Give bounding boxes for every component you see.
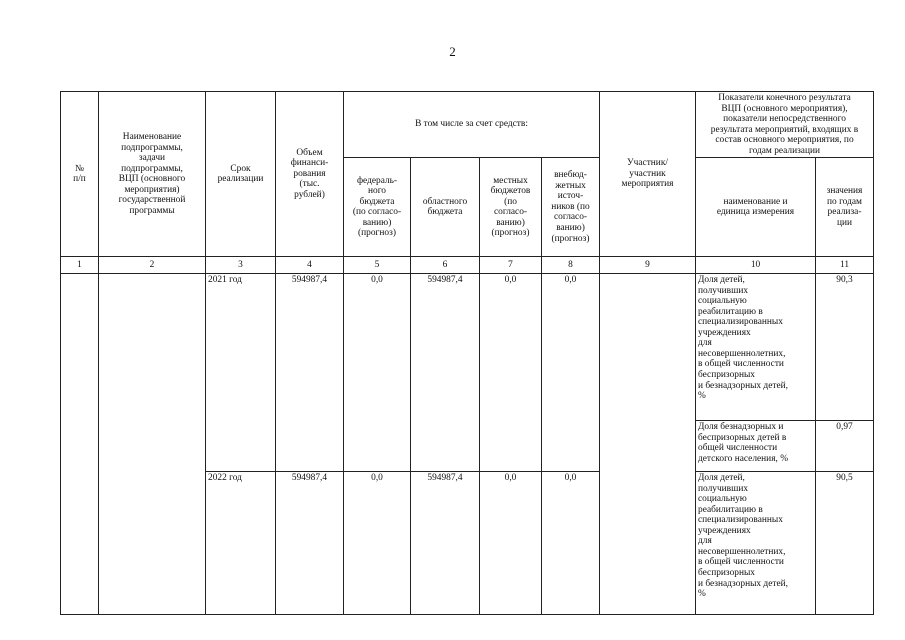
column-number: 1: [61, 257, 99, 274]
cell-indicator-name: Доля безнадзорных и беспризорных детей в общей численности детского населения, %: [696, 421, 816, 472]
column-number: 10: [696, 257, 816, 274]
cell-extra: 0,0: [542, 472, 600, 615]
header-col-11: значения по годам реализа- ции: [816, 158, 874, 257]
cell-local: 0,0: [480, 472, 542, 615]
program-table: [60, 91, 874, 615]
cell-volume: 594987,4: [276, 274, 344, 472]
header-col-10: наименование и единица измерения: [696, 158, 816, 257]
header-col-8: внебюд- жетных источ- ников (по согласо- ванию) (прогноз): [542, 158, 600, 257]
cell-indicator-value: 0,97: [816, 421, 874, 472]
page-number: 2: [449, 44, 456, 59]
cell-indicator-name: Доля детей, получивших социальную реабилитацию в специализированных учреждениях для несовершеннолетних, в общей численности беспризорных и безнадзорных детей, %: [696, 472, 816, 615]
cell-indicator-value: 90,5: [816, 472, 874, 615]
cell-year: 2021 год: [206, 274, 276, 472]
header-col-5: федераль- ного бюджета (по согласо- ванию) (прогноз): [344, 158, 411, 257]
column-number: 8: [542, 257, 600, 274]
header-col-2: Наименование подпрограммы, задачи подпрограммы, ВЦП (основного мероприятия) государственной программы: [99, 92, 206, 257]
header-col-9: Участник/ участник мероприятия: [600, 92, 696, 257]
header-col-1: № п/п: [61, 92, 99, 257]
header-col-6: областного бюджета: [411, 158, 480, 257]
table-row: [61, 274, 874, 421]
column-number: 9: [600, 257, 696, 274]
cell-indicator-value: 90,3: [816, 274, 874, 421]
header-col-7: местных бюджетов (по согласо- ванию) (прогноз): [480, 158, 542, 257]
cell-name-empty: [99, 274, 206, 615]
cell-regional: 594987,4: [411, 472, 480, 615]
column-number: 6: [411, 257, 480, 274]
column-number: 7: [480, 257, 542, 274]
header-indicators-group: Показатели конечного результата ВЦП (основного мероприятия), показатели непосредственного результата мероприятий, входящих в состав основного мероприятия, по годам реализации: [696, 92, 874, 158]
header-row-1: [61, 92, 874, 158]
column-number: 11: [816, 257, 874, 274]
header-col-4: Объем финанси- рования (тыс. рублей): [276, 92, 344, 257]
cell-participant-empty: [600, 274, 696, 615]
cell-local: 0,0: [480, 274, 542, 472]
column-number: 5: [344, 257, 411, 274]
header-funds-group: В том числе за счет средств:: [344, 92, 600, 158]
header-col-3: Срок реализации: [206, 92, 276, 257]
cell-federal: 0,0: [344, 472, 411, 615]
column-number-row: [61, 257, 874, 274]
column-number: 2: [99, 257, 206, 274]
cell-extra: 0,0: [542, 274, 600, 472]
column-number: 4: [276, 257, 344, 274]
cell-indicator-name: Доля детей, получивших социальную реабилитацию в специализированных учреждениях для несовершеннолетних, в общей численности беспризорных и безнадзорных детей, %: [696, 274, 816, 421]
column-number: 3: [206, 257, 276, 274]
cell-federal: 0,0: [344, 274, 411, 472]
cell-volume: 594987,4: [276, 472, 344, 615]
cell-number-empty: [61, 274, 99, 615]
cell-year: 2022 год: [206, 472, 276, 615]
cell-regional: 594987,4: [411, 274, 480, 472]
